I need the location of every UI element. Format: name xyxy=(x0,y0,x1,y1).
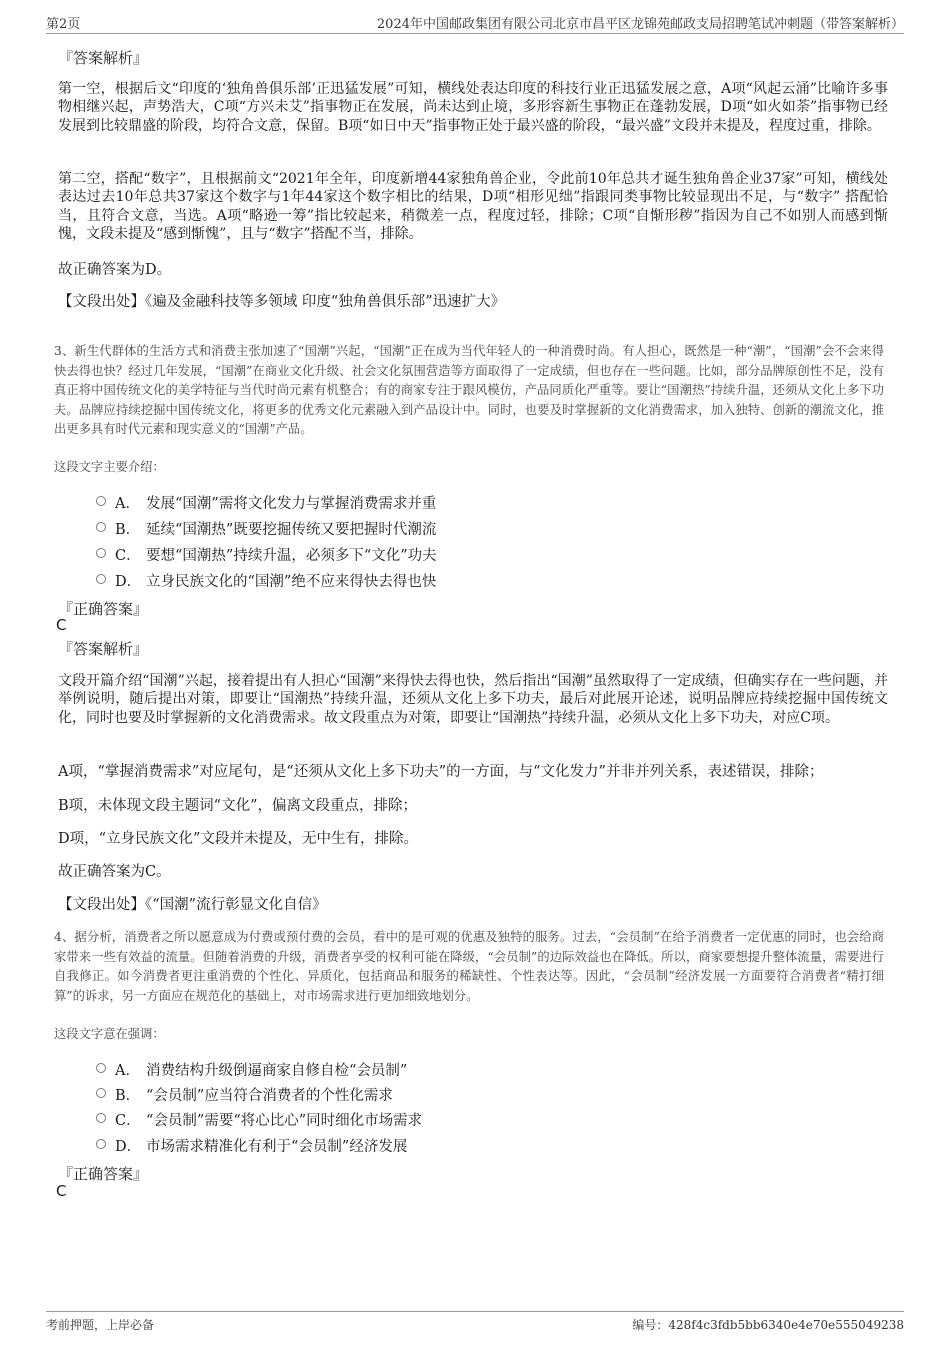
option-text: “会员制”应当符合消费者的个性化需求 xyxy=(146,1088,393,1104)
conclusion: 故正确答案为D。 xyxy=(58,262,172,278)
option-letter: D． xyxy=(115,1139,142,1155)
option-letter: D． xyxy=(115,574,142,590)
option-text: 消费结构升级倒逼商家自修自检“会员制” xyxy=(146,1063,408,1079)
answer-value: C xyxy=(56,616,67,634)
answer-label: 『正确答案』 xyxy=(58,1165,149,1183)
option-a-explanation: A项，“掌握消费需求”对应尾句，是“还须从文化上多下功夫”的一方面，与“文化发力”并非并列关系，表述错误，排除； xyxy=(58,764,824,780)
option-letter: A． xyxy=(115,496,140,512)
document-title: 2024年中国邮政集团有限公司北京市昌平区龙锦苑邮政支局招聘笔试冲刺题（带答案解析） xyxy=(376,17,904,32)
conclusion: 故正确答案为C。 xyxy=(58,864,171,880)
option-text: 发展“国潮”需将文化发力与掌握消费需求并重 xyxy=(146,496,437,512)
radio-icon[interactable] xyxy=(96,1113,106,1123)
radio-icon[interactable] xyxy=(96,1139,106,1149)
analysis-label: 『答案解析』 xyxy=(58,640,149,658)
option-letter: C． xyxy=(115,1113,141,1129)
source-citation: 【文段出处】《遍及金融科技等多领域 印度“独角兽俱乐部”迅速扩大》 xyxy=(58,294,506,310)
option-text: 市场需求精准化有利于“会员制”经济发展 xyxy=(146,1139,408,1155)
option-text: 立身民族文化的“国潮”绝不应来得快去得也快 xyxy=(146,574,437,590)
page-number: 第2页 xyxy=(46,17,81,32)
page-header xyxy=(46,13,904,34)
radio-icon[interactable] xyxy=(96,548,106,558)
analysis-paragraph-2: 第二空，搭配“数字”，且根据前文“2021年全年，印度新增44家独角兽企业，令此前10年总共才诞生独角兽企业37家”可知，横线处表达过去10年总共37家这个数字与1年44家这个数字相比的结果，D项“相形见绌”指跟同类事物比较显现出不足，与“数字” 搭配恰当，且符合文意，当选。A项“略逊一筹”指比较起来，稍微差一点，程度过轻，排除；C项“自惭形秽”指因为自己不如别人而感到惭愧，文段未提及“感到惭愧”，且与“数字”搭配不当，排除。 xyxy=(58,171,888,242)
radio-icon[interactable] xyxy=(96,1063,106,1073)
page-footer xyxy=(46,1311,904,1336)
source-citation: 【文段出处】《“国潮”流行彰显文化自信》 xyxy=(58,897,327,913)
option-text: 延续“国潮热”既要挖掘传统又要把握时代潮流 xyxy=(146,522,437,538)
option-letter: A． xyxy=(115,1063,140,1079)
radio-icon[interactable] xyxy=(96,496,106,506)
question-4-prompt: 这段文字意在强调： xyxy=(54,1027,165,1041)
analysis-label: 『答案解析』 xyxy=(58,49,149,67)
answer-label: 『正确答案』 xyxy=(58,600,149,618)
radio-icon[interactable] xyxy=(96,574,106,584)
option-letter: B． xyxy=(115,522,141,538)
option-b-explanation: B项，未体现文段主题词“文化”，偏离文段重点，排除； xyxy=(58,798,417,814)
document-id: 编号：428f4c3fdb5bb6340e4e70e555049238 xyxy=(632,1318,904,1332)
radio-icon[interactable] xyxy=(96,522,106,532)
option-text: “会员制”需要“将心比心”同时细化市场需求 xyxy=(146,1113,423,1129)
question-4-text: 4、据分析，消费者之所以愿意成为付费或预付费的会员，看中的是可观的优惠及独特的服务。过去，“会员制”在给予消费者一定优惠的同时，也会给商家带来一些有效益的流量。但随着消费的升级，消费者享受的权利可能在降级，“会员制”的边际效益也在降低。所以，商家要想提升整体流量，需要进行自我修正。如今消费者更注重消费的个性化、异质化，包括商品和服务的稀缺性、个性表达等。因此，“会员制”经济发展一方面要符合消费者“精打细算”的诉求，另一方面应在规范化的基础上，对市场需求进行更加细致地划分。 xyxy=(54,930,884,1003)
option-d-explanation: D项，“立身民族文化”文段并未提及，无中生有，排除。 xyxy=(58,831,418,847)
question-3-text: 3、新生代群体的生活方式和消费主张加速了“国潮”兴起，“国潮”正在成为当代年轻人的一种消费时尚。有人担心，既然是一种“潮”，“国潮”会不会来得快去得也快？经过几年发展，“国潮”在商业文化升级、社会文化氛围营造等方面取得了一定成绩，但也存在一些问题。比如，部分品牌原创性不足，没有真正将中国传统文化的美学特征与当代时尚元素有机整合；有的商家专注于跟风模仿，产品同质化严重等。要让“国潮热”持续升温，还须从文化上多下功夫。品牌应持续挖掘中国传统文化，将更多的优秀文化元素融入到产品设计中。同时，也要及时掌握新的文化消费需求，加入独特、创新的潮流文化，推出更多具有时代元素和现实意义的“国潮”产品。 xyxy=(54,344,884,436)
answer-value: C xyxy=(56,1182,67,1200)
analysis-paragraph: 文段开篇介绍“国潮”兴起，接着提出有人担心“国潮”来得快去得也快，然后指出“国潮”虽然取得了一定成绩，但确实存在一些问题，并举例说明，随后提出对策，即要让“国潮热”持续升温，还须从文化上多下功夫，最后对此展开论述，说明品牌应持续挖掘中国传统文化，同时也要及时掌握新的文化消费需求。故文段重点为对策，即要让“国潮热”持续升温，必须从文化上多下功夫，对应C项。 xyxy=(58,673,888,726)
option-text: 要想“国潮热”持续升温，必须多下“文化”功夫 xyxy=(146,548,437,564)
option-letter: B． xyxy=(115,1088,141,1104)
footer-slogan: 考前押题，上岸必备 xyxy=(46,1318,155,1332)
analysis-paragraph-1: 第一空，根据后文“印度的‘独角兽俱乐部’正迅猛发展”可知，横线处表达印度的科技行业正迅猛发展之意，A项“风起云涌”比喻许多事物相继兴起，声势浩大，C项“方兴未艾”指事物正在发展，尚未达到止境，多形容新生事物正在蓬勃发展，D项“如火如荼”指事物已经发展到比较鼎盛的阶段，均符合文意，保留。B项“如日中天”指事物正处于最兴盛的阶段，“最兴盛”文段并未提及，程度过重，排除。 xyxy=(58,81,888,134)
option-letter: C． xyxy=(115,548,141,564)
radio-icon[interactable] xyxy=(96,1088,106,1098)
question-3-prompt: 这段文字主要介绍： xyxy=(54,460,165,474)
